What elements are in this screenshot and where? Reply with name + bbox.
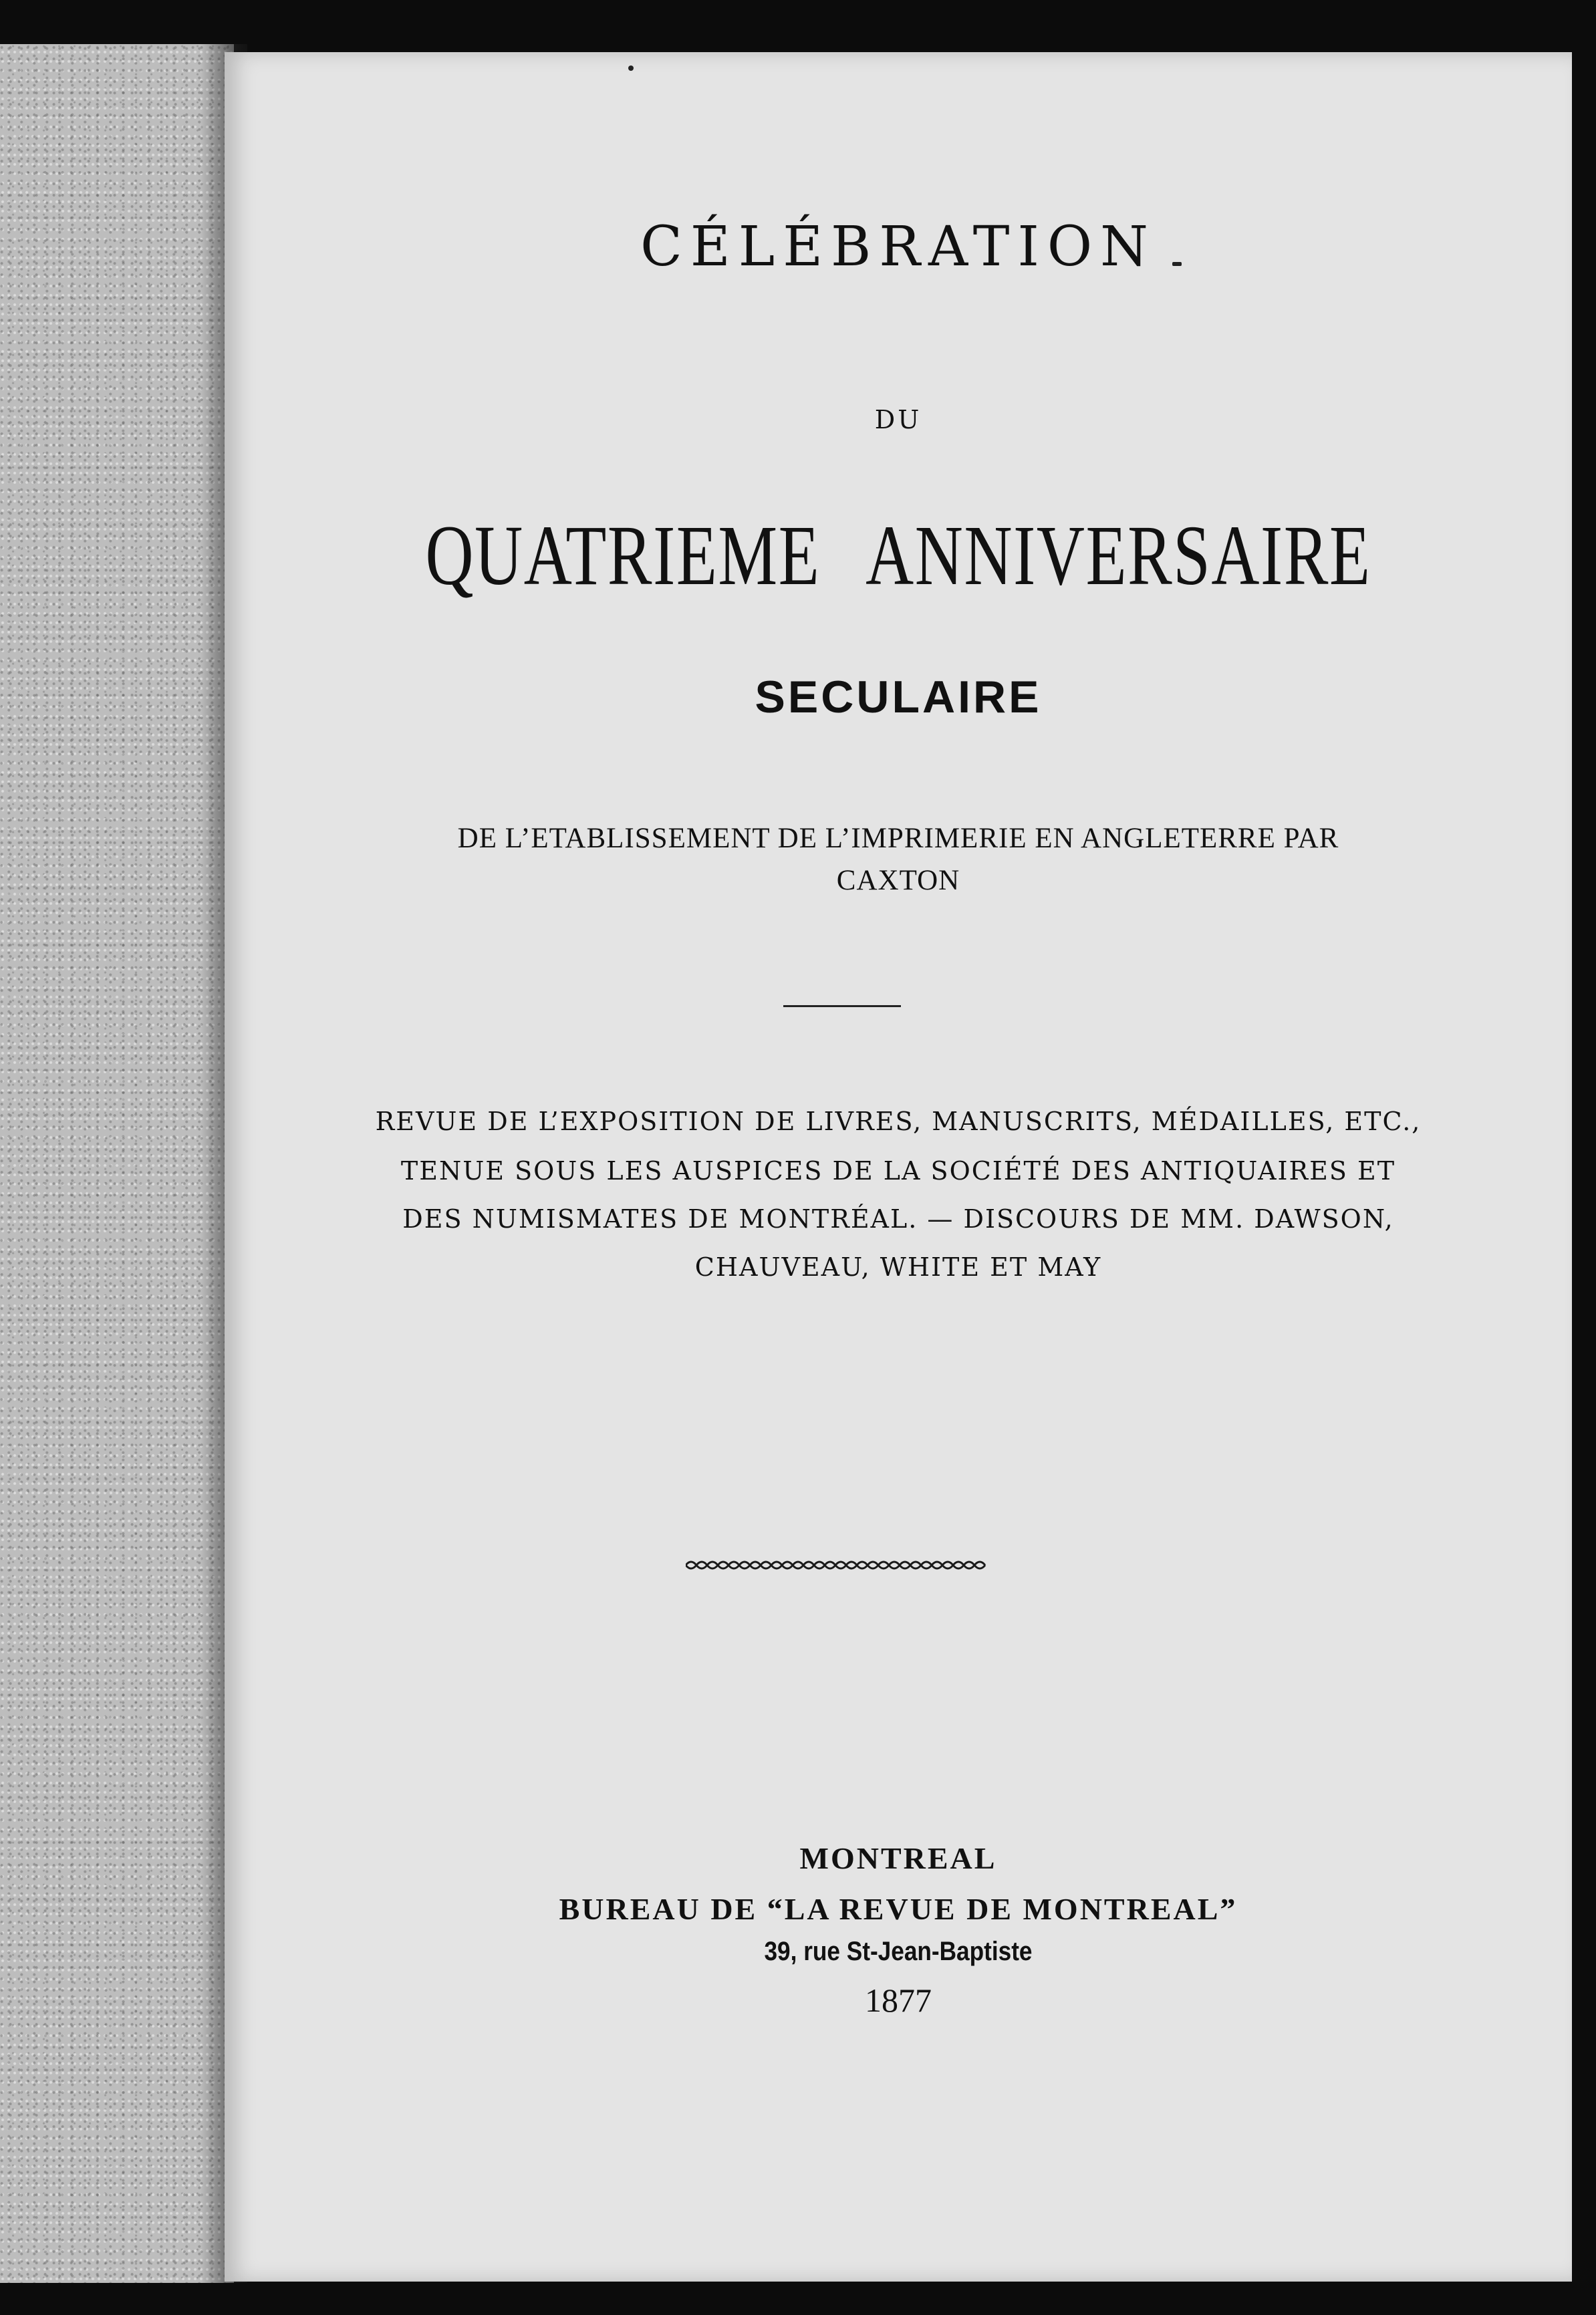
imprint-year: 1877 xyxy=(865,1982,932,2019)
imprint-city: MONTREAL xyxy=(799,1841,997,1875)
imprint-address: 39, rue St-Jean-Baptiste xyxy=(764,1937,1033,1966)
imprint-publisher: BUREAU DE “LA REVUE DE MONTREAL” xyxy=(559,1892,1238,1926)
subtitle: SECULAIRE xyxy=(755,672,1042,722)
section-rule xyxy=(783,1005,901,1007)
review-line-3: DES NUMISMATES DE MONTRÉAL. — DISCOURS DE MM. DAWSON, xyxy=(402,1204,1394,1234)
title: CÉLÉBRATION xyxy=(640,215,1156,279)
establishment-line-2: CAXTON xyxy=(836,865,960,896)
review-line-1: REVUE DE L’EXPOSITION DE LIVRES, MANUSCRITS, MÉDAILLES, ETC., xyxy=(375,1107,1422,1136)
title-connector: DU xyxy=(874,405,922,434)
establishment-line-1: DE L’ETABLISSEMENT DE L’IMPRIMERIE EN ANGLETERRE PAR xyxy=(457,823,1339,854)
title-page xyxy=(225,52,1572,2282)
title-page-leaf xyxy=(225,52,1572,2282)
review-line-2: TENUE SOUS LES AUSPICES DE LA SOCIÉTÉ DES ANTIQUAIRES ET xyxy=(400,1156,1396,1186)
review-line-4: CHAUVEAU, WHITE ET MAY xyxy=(694,1252,1102,1282)
chain-ornament xyxy=(686,1557,986,1573)
ink-speck xyxy=(628,65,634,71)
cover-board xyxy=(0,44,234,2283)
main-title: QUATRIEME ANNIVERSAIRE xyxy=(425,508,1371,603)
